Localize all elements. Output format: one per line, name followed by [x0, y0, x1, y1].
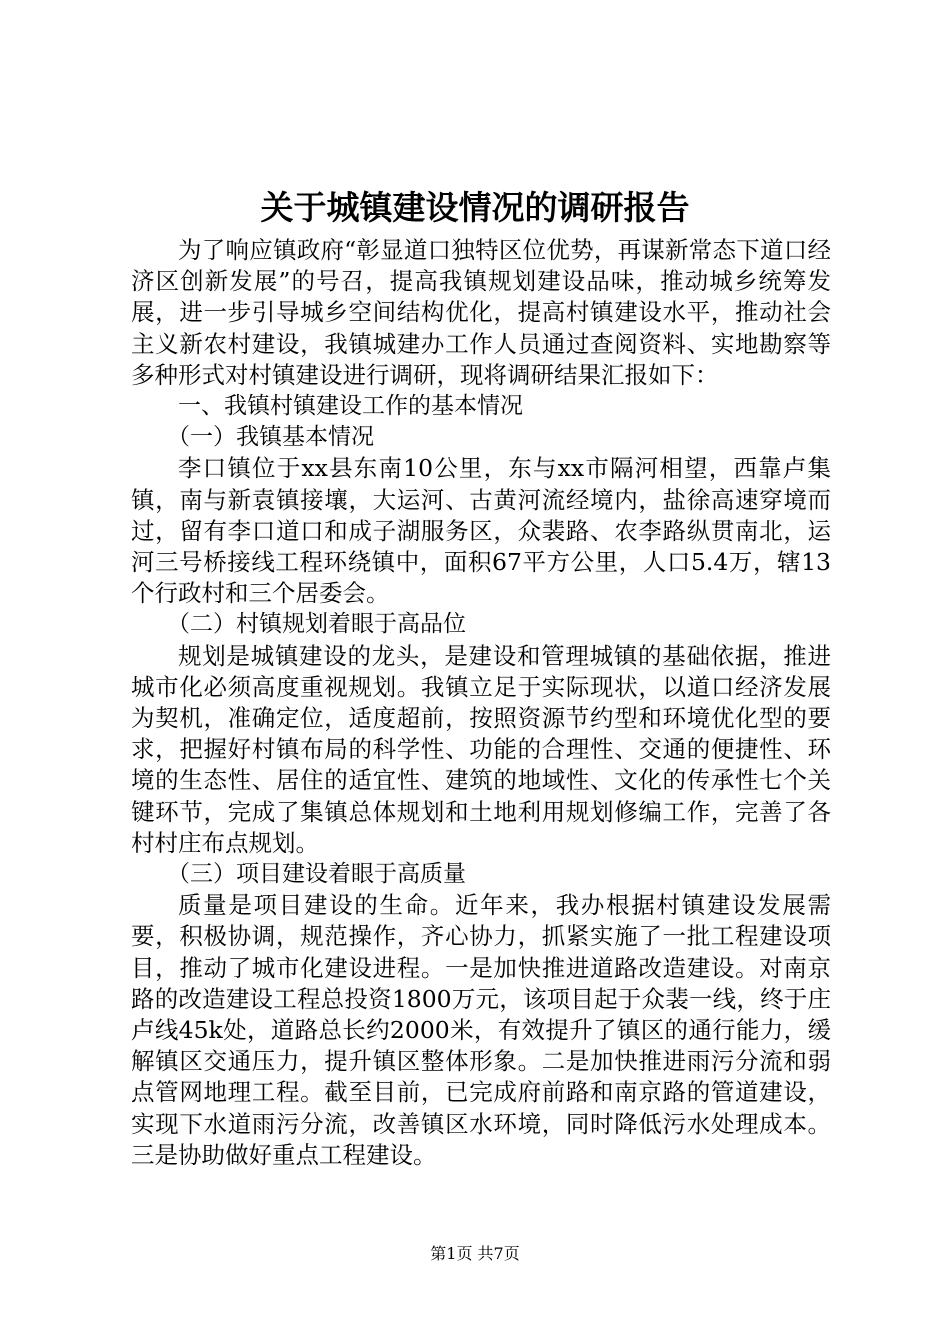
subsection-heading-town-overview: （一）我镇基本情况 — [167, 424, 374, 451]
paragraph-town-overview: 李口镇位于xx县东南10公里，东与xx市隔河相望，西靠卢集镇，南与新袁镇接壤，大运河、古黄河流经境内，盐徐高速穿境而过，留有李口道口和成子湖服务区，众裴路、农李路纵贯南北，运河三号桥接线工程环绕镇中，面积67平方公里，人口5.4万，辖13个行政村和三个居委会。 — [131, 454, 831, 608]
page-number-footer: 第1页 共7页 — [430, 1244, 520, 1263]
document-title: 关于城镇建设情况的调研报告 — [260, 188, 690, 227]
subsection-heading-planning: （二）村镇规划着眼于高品位 — [167, 611, 466, 638]
section-heading-basic-situation: 一、我镇村镇建设工作的基本情况 — [178, 393, 523, 420]
paragraph-planning: 规划是城镇建设的龙头，是建设和管理城镇的基础依据，推进城市化必须高度重视规划。我镇立足于实际现状，以道口经济发展为契机，准确定位，适度超前，按照资源节约型和环境优化型的要求，把握好村镇布局的科学性、功能的合理性、交通的便捷性、环境的生态性、居住的适宜性、建筑的地域性、文化的传承性七个关键环节，完成了集镇总体规划和土地利用规划修编工作，完善了各村村庄布点规划。 — [131, 641, 831, 857]
subsection-heading-project-quality: （三）项目建设着眼于高质量 — [167, 861, 466, 888]
paragraph-project-quality: 质量是项目建设的生命。近年来，我办根据村镇建设发展需要，积极协调，规范操作，齐心协力，抓紧实施了一批工程建设项目，推动了城市化建设进程。一是加快推进道路改造建设。对南京路的改造建设工程总投资1800万元，该项目起于众裴一线，终于庄卢线45k处，道路总长约2000米，有效提升了镇区的通行能力，缓解镇区交通压力，提升镇区整体形象。二是加快推进雨污分流和弱点管网地理工程。截至目前，已完成府前路和南京路的管道建设，实现下水道雨污分流，改善镇区水环境，同时降低污水处理成本。三是协助做好重点工程建设。 — [131, 891, 831, 1169]
intro-paragraph: 为了响应镇政府“彰显道口独特区位优势，再谋新常态下道口经济区创新发展”的号召，提高我镇规划建设品味，推动城乡统筹发展，进一步引导城乡空间结构优化，提高村镇建设水平，推动社会主义新农村建设，我镇城建办工作人员通过查阅资料、实地勘察等多种形式对村镇建设进行调研，现将调研结果汇报如下： — [131, 236, 831, 389]
document-body — [131, 235, 831, 1171]
